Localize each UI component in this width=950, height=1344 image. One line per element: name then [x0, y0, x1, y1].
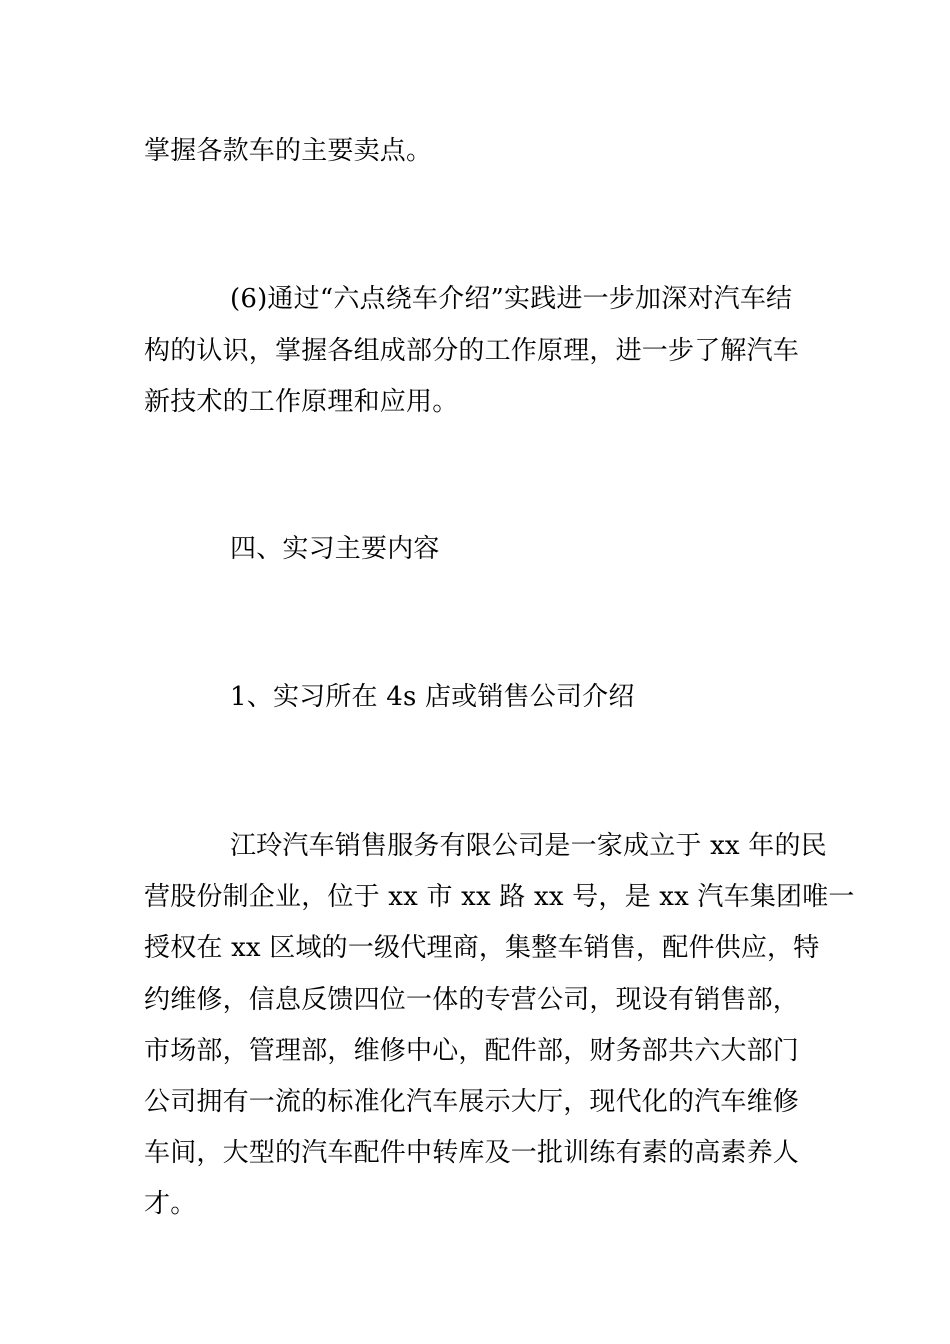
section-heading: 四、实习主要内容	[230, 534, 440, 564]
paragraph-line: 公司拥有一流的标准化汽车展示大厅，现代化的汽车维修	[144, 1087, 800, 1117]
paragraph-line: 掌握各款车的主要卖点。	[144, 136, 433, 166]
paragraph-line: 授权在 xx 区域的一级代理商，集整车销售，配件供应，特	[144, 933, 820, 963]
paragraph-line: 江玲汽车销售服务有限公司是一家成立于 xx 年的民	[230, 831, 827, 861]
paragraph-line: 新技术的工作原理和应用。	[144, 387, 459, 417]
paragraph-line: 才。	[144, 1189, 197, 1219]
paragraph-line: 构的认识，掌握各组成部分的工作原理，进一步了解汽车	[144, 336, 800, 366]
subsection-heading: 1、实习所在 4s 店或销售公司介绍	[230, 682, 635, 712]
paragraph-line: 市场部，管理部，维修中心，配件部，财务部共六大部门	[144, 1036, 800, 1066]
paragraph-line: 营股份制企业，位于 xx 市 xx 路 xx 号，是 xx 汽车集团唯一	[144, 882, 855, 912]
paragraph-line: (6)通过“六点绕车介绍”实践进一步加深对汽车结	[230, 284, 793, 314]
paragraph-line: 约维修，信息反馈四位一体的专营公司，现设有销售部，	[144, 985, 800, 1015]
paragraph-line: 车间，大型的汽车配件中转库及一批训练有素的高素养人	[144, 1138, 800, 1168]
